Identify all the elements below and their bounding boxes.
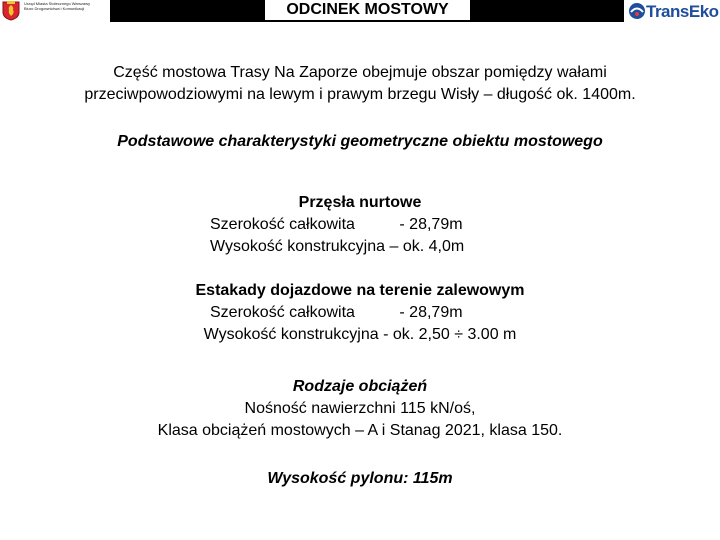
warsaw-crest-icon <box>2 1 20 21</box>
logo-line: Urząd Miasta Stołecznego Warszawy <box>24 1 91 6</box>
intro-paragraph <box>0 62 720 106</box>
viaducts-heading: Estakady dojazdowe na terenie zalewowym <box>195 282 525 299</box>
river-spans-width: Szerokość całkowita - 28,79m <box>210 216 463 233</box>
transeko-logo <box>628 1 720 23</box>
loads-section <box>0 376 720 442</box>
page-title: ODCINEK MOSTOWY <box>265 0 470 20</box>
slide-content <box>0 62 720 490</box>
loads-line: Nośność nawierzchni 115 kN/oś, <box>244 400 476 417</box>
header <box>0 0 720 24</box>
pylon-height: Wysokość pylonu: 115m <box>267 470 453 487</box>
viaducts-height: Wysokość konstrukcyjna - ok. 2,50 ÷ 3.00 m <box>203 326 517 343</box>
title-bar <box>110 0 624 22</box>
loads-line: Klasa obciążeń mostowych – A i Stanag 2021, klasa 150. <box>157 422 563 439</box>
intro-line: Część mostowa Trasy Na Zaporze obejmuje obszar pomiędzy wałami <box>113 64 607 81</box>
section-subtitle: Podstawowe charakterystyki geometryczne obiektu mostowego <box>117 133 603 150</box>
city-office-logo-text <box>24 1 108 11</box>
viaducts-section <box>0 280 720 346</box>
river-spans-heading: Przęsła nurtowe <box>298 194 422 211</box>
logo-line: Biuro Drogownictwa i Komunikacji <box>24 6 85 11</box>
transeko-mark-icon <box>628 2 646 20</box>
loads-heading: Rodzaje obciążeń <box>292 378 428 395</box>
intro-line: przeciwpowodziowymi na lewym i prawym brzegu Wisły – długość ok. 1400m. <box>84 86 636 103</box>
city-office-logo <box>0 0 110 22</box>
river-spans-height: Wysokość konstrukcyjna – ok. 4,0m <box>210 238 465 255</box>
river-spans-section <box>0 192 720 258</box>
transeko-brand-text: TransEko <box>646 2 719 21</box>
viaducts-width: Szerokość całkowita - 28,79m <box>210 304 463 321</box>
